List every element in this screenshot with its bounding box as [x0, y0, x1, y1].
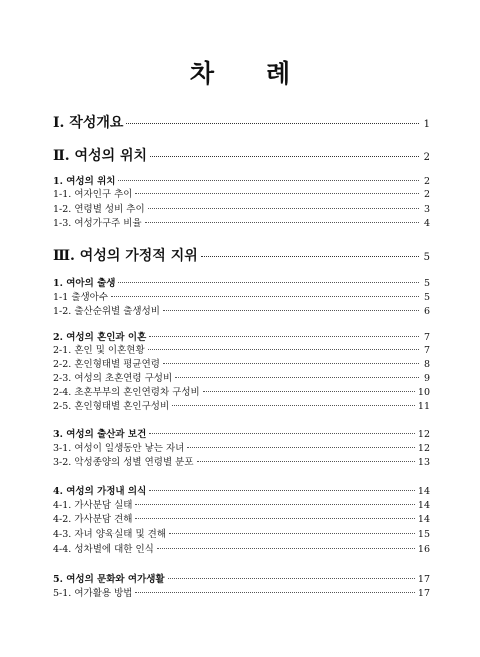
toc-entry-page-number: 2 [423, 189, 430, 200]
dot-leader [169, 533, 415, 534]
dot-leader [126, 123, 419, 124]
dot-leader [148, 349, 419, 350]
toc-entry-page-number: 17 [417, 574, 430, 585]
dot-leader [135, 193, 419, 194]
toc-entry-label: 2-1. 혼인 및 이혼현황 [53, 345, 145, 356]
toc-entry-label: 5. 여성의 문화와 여가생활 [53, 574, 165, 585]
toc-entry-page-number: 16 [417, 544, 430, 555]
dot-leader [118, 282, 419, 283]
toc-entry[interactable] [53, 370, 430, 384]
dot-leader [135, 504, 414, 505]
dot-leader [111, 296, 419, 297]
dot-leader [135, 518, 414, 519]
toc-entry-label: 2-4. 초혼부부의 혼인연령차 구성비 [53, 387, 200, 398]
toc-entry[interactable] [53, 426, 430, 440]
toc-entry[interactable] [53, 289, 430, 303]
toc-entry-label: 1-2. 연령별 성비 추이 [53, 204, 145, 215]
dot-leader [149, 336, 419, 337]
toc-entry-page-number: 14 [417, 500, 430, 511]
toc-entry[interactable] [53, 186, 430, 200]
toc-entry[interactable] [53, 511, 430, 525]
toc-entry[interactable] [53, 440, 430, 454]
toc-entry[interactable] [53, 275, 430, 289]
title-char-2: 례 [266, 59, 291, 88]
dot-leader [203, 391, 415, 392]
toc-entry-page-number: 3 [423, 204, 430, 215]
toc-entry-label: 4-2. 가사분담 견해 [53, 514, 133, 525]
toc-entry-page-number: 12 [417, 429, 430, 440]
toc-entry-label: 3-2. 악성종양의 성별 연령별 분포 [53, 457, 194, 468]
toc-entry-page-number: 11 [417, 401, 430, 412]
toc-entry[interactable] [53, 201, 430, 215]
toc-entry[interactable] [53, 112, 430, 132]
dot-leader [197, 461, 415, 462]
toc-entry[interactable] [53, 303, 430, 317]
dot-leader [149, 433, 415, 434]
toc-entry-page-number: 10 [417, 387, 430, 398]
toc-entry-label: 3-1. 여성이 일생동안 낳는 자녀 [53, 443, 185, 454]
toc-entry-page-number: 7 [423, 345, 430, 356]
toc-entry-label: 4-1. 가사분담 실태 [53, 500, 133, 511]
dot-leader [168, 578, 415, 579]
toc-entry[interactable] [53, 483, 430, 497]
dot-leader [163, 363, 419, 364]
toc-entry-label: 1-1 출생아수 [53, 292, 109, 303]
toc-entry-page-number: 2 [423, 176, 430, 187]
dot-leader [175, 377, 419, 378]
title-char-1: 차 [189, 59, 214, 88]
toc-entry-page-number: 5 [423, 252, 430, 263]
toc-entry-page-number: 1 [423, 119, 430, 130]
toc-entry-label: 1-1. 여자인구 추이 [53, 189, 133, 200]
toc-entry-label: 1-3. 여성가구주 비율 [53, 218, 142, 229]
toc-entry[interactable] [53, 541, 430, 555]
toc-entry[interactable] [53, 329, 430, 343]
toc-entry-label: 4. 여성의 가정내 의식 [53, 486, 147, 497]
toc-entry-page-number: 5 [423, 278, 430, 289]
toc-entry-label: 5-1. 여가활용 방법 [53, 588, 133, 599]
dot-leader [172, 405, 415, 406]
toc-entry-label: 1. 여성의 위치 [53, 176, 116, 187]
toc-entry-page-number: 15 [417, 529, 430, 540]
toc-entry-label: 4-3. 자녀 양육실태 및 견해 [53, 529, 166, 540]
toc-entry-page-number: 5 [423, 292, 430, 303]
page-title [0, 54, 480, 90]
toc-entry[interactable] [53, 454, 430, 468]
dot-leader [135, 592, 414, 593]
toc-entry-label: 1-2. 출산순위별 출생성비 [53, 306, 160, 317]
toc-entry-label: Ⅰ. 작성개요 [53, 115, 124, 131]
toc-entry[interactable] [53, 215, 430, 229]
toc-entry-page-number: 17 [417, 588, 430, 599]
toc-entry[interactable] [53, 342, 430, 356]
dot-leader [201, 256, 419, 257]
dot-leader [148, 208, 419, 209]
toc-entry-page-number: 7 [423, 332, 430, 343]
toc-entry[interactable] [53, 173, 430, 187]
dot-leader [187, 447, 415, 448]
toc-entry-label: 2-5. 혼인형태별 혼인구성비 [53, 401, 170, 412]
toc-entry-label: Ⅲ. 여성의 가정적 지위 [53, 248, 198, 264]
toc-entry-label: 1. 여아의 출생 [53, 278, 116, 289]
toc-entry-label: 2-2. 혼인형태별 평균연령 [53, 359, 160, 370]
toc-entry[interactable] [53, 384, 430, 398]
toc-entry-label: 2-3. 여성의 초혼연령 구성비 [53, 373, 173, 384]
toc-entry-page-number: 9 [423, 373, 430, 384]
toc-entry-page-number: 2 [423, 152, 430, 163]
dot-leader [118, 180, 419, 181]
toc-entry[interactable] [53, 398, 430, 412]
toc-entry[interactable] [53, 526, 430, 540]
toc-entry-label: 2. 여성의 혼인과 이혼 [53, 332, 147, 343]
toc-entry-label: 3. 여성의 출산과 보건 [53, 429, 147, 440]
toc-entry[interactable] [53, 145, 430, 165]
toc-entry-page-number: 13 [417, 457, 430, 468]
dot-leader [145, 222, 419, 223]
dot-leader [163, 310, 419, 311]
dot-leader [150, 156, 419, 157]
toc-entry-page-number: 12 [417, 443, 430, 454]
toc-entry[interactable] [53, 585, 430, 599]
dot-leader [149, 490, 415, 491]
toc-entry[interactable] [53, 497, 430, 511]
toc-entry[interactable] [53, 245, 430, 265]
toc-entry-page-number: 8 [423, 359, 430, 370]
toc-entry[interactable] [53, 571, 430, 585]
toc-entry[interactable] [53, 356, 430, 370]
dot-leader [157, 548, 415, 549]
toc-entry-page-number: 4 [423, 218, 430, 229]
toc-entry-label: 4-4. 성차별에 대한 인식 [53, 544, 154, 555]
toc-entry-page-number: 14 [417, 514, 430, 525]
toc-entry-page-number: 6 [423, 306, 430, 317]
toc-entry-page-number: 14 [417, 486, 430, 497]
toc-entry-label: Ⅱ. 여성의 위치 [53, 148, 148, 164]
